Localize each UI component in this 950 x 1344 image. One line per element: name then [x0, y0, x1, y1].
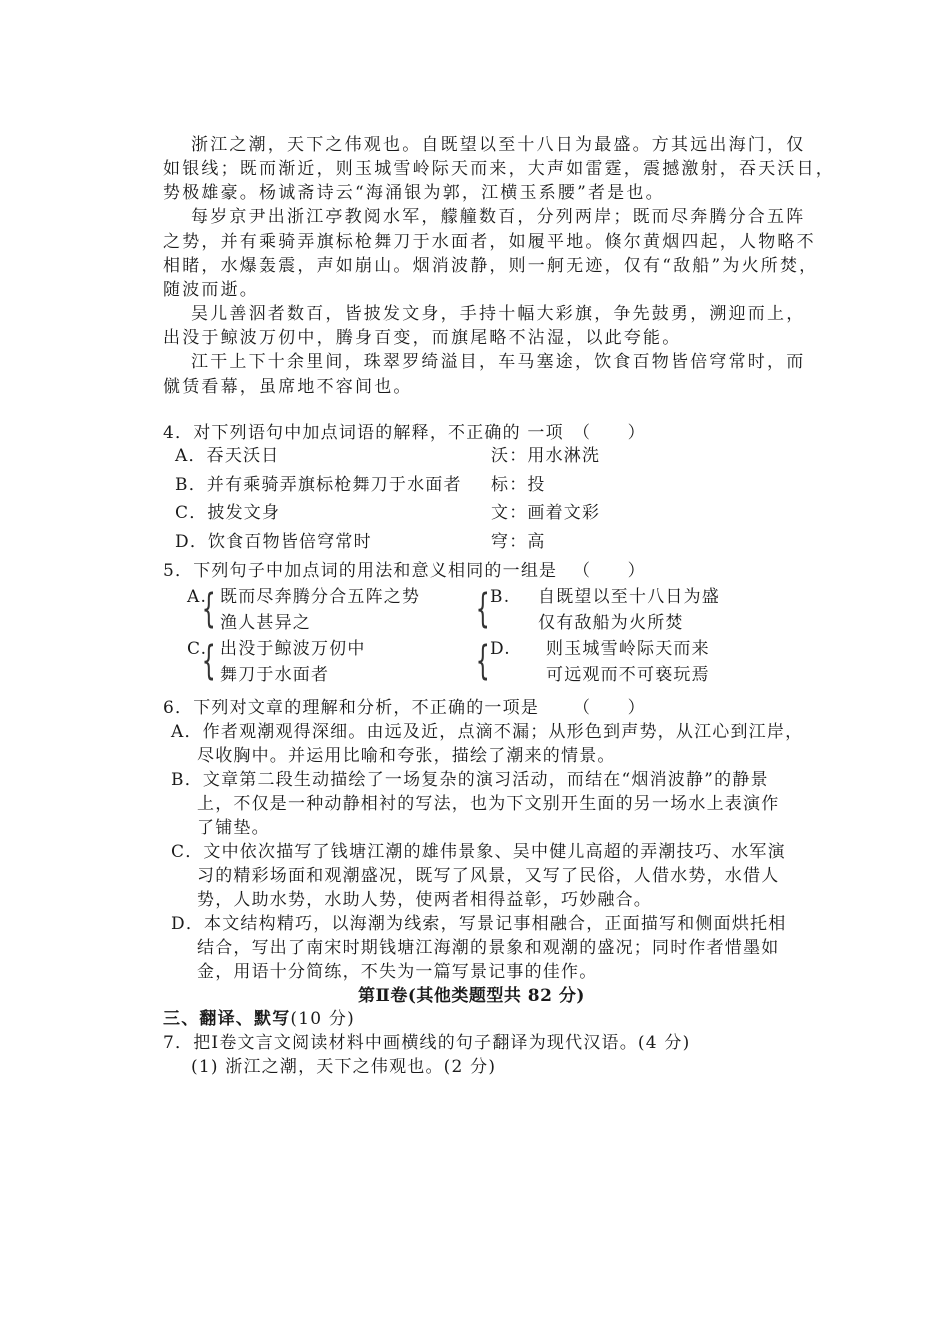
passage-line: 僦赁看幕，虽席地不容间也。: [163, 377, 413, 397]
q5-answer-paren: （ ）: [573, 561, 646, 581]
q4-answer-paren: （ ）: [573, 423, 646, 443]
q4-option-b: B．并有乘骑弄旗标枪舞刀于水面者: [175, 475, 462, 495]
passage-line: 江干上下十余里间，珠翠罗绮溢目，车马塞途，饮食百物皆倍穹常时，而: [191, 352, 806, 372]
q4-option-d-gloss: 穹：高: [491, 532, 546, 552]
passage-line: 势极雄豪。杨诚斋诗云“海涌银为郭，江横玉系腰”者是也。: [163, 183, 665, 203]
q6-option-a-line: 尽收胸中。并运用比喻和夸张，描绘了潮来的情景。: [197, 746, 616, 766]
passage-line: 每岁京尹出浙江亭教阅水军，艨艟数百，分列两岸；既而尽奔腾分合五阵: [191, 207, 806, 227]
section3-score: (10 分): [290, 1009, 355, 1029]
q5-option-b-brace: {: [475, 586, 490, 632]
q5-option-c-label: C.: [187, 639, 208, 659]
q4-option-d: D．饮食百物皆倍穹常时: [175, 532, 372, 552]
q6-option-d-line: 金，用语十分简练，不失为一篇写景记事的佳作。: [197, 962, 598, 982]
q4-option-a-gloss: 沃：用水淋洗: [491, 446, 601, 466]
q4-stem: 4．对下列语句中加点词语的解释，不正确的 一项: [163, 423, 564, 443]
q6-option-c-line: C．文中依次描写了钱塘江潮的雄伟景象、吴中健儿高超的弄潮技巧、水军演: [171, 842, 786, 862]
section3-title: 三、翻译、默写: [163, 1009, 291, 1029]
q5-option-b-label: B.: [490, 587, 511, 607]
q6-option-c-line: 习的精彩场面和观潮盛况，既写了风景，又写了民俗，人借水势，水借人: [197, 866, 780, 886]
q7-sub1: (1) 浙江之潮，天下之伟观也。(2 分): [191, 1057, 497, 1077]
part2-title: 第Ⅱ卷(其他类题型共 82 分): [358, 986, 585, 1006]
q5-option-d-brace: {: [475, 638, 490, 684]
q4-option-c: C．披发文身: [175, 503, 281, 523]
passage-line: 吴儿善泅者数百，皆披发文身，手持十幅大彩旗，争先鼓勇，溯迎而上，: [191, 304, 806, 324]
q6-option-d-line: D．本文结构精巧，以海潮为线索，写景记事相融合，正面描写和侧面烘托相: [171, 914, 787, 934]
q7-stem: 7．把Ⅰ卷文言文阅读材料中画横线的句子翻译为现代汉语。(4 分): [163, 1033, 691, 1053]
q5-option-c-brace: {: [201, 638, 216, 684]
q6-option-b-line: 了铺垫。: [197, 818, 270, 838]
q5-option-d-label: D.: [490, 639, 511, 659]
passage-line: 出没于鲸波万仞中，腾身百变，而旗尾略不沾湿，以此夸能。: [163, 328, 682, 348]
q5-option-c-line1: 出没于鲸波万仞中: [220, 639, 366, 659]
q5-option-d-line1: 则玉城雪岭际天而来: [546, 639, 710, 659]
passage-line: 浙江之潮，天下之伟观也。自既望以至十八日为最盛。方其远出海门，仅: [191, 135, 806, 155]
q6-option-b-line: B．文章第二段生动描绘了一场复杂的演习活动，而结在“烟消波静”的静景: [171, 770, 769, 790]
q5-option-b-line2: 仅有敌船为火所焚: [538, 613, 684, 633]
q4-option-b-gloss: 标：投: [491, 475, 546, 495]
q5-option-a-brace: {: [201, 586, 216, 632]
q5-option-b-line1: 自既望以至十八日为盛: [538, 587, 720, 607]
q5-option-c-line2: 舞刀于水面者: [220, 665, 330, 685]
q5-option-a-line1: 既而尽奔腾分合五阵之势: [220, 587, 421, 607]
q6-stem: 6．下列对文章的理解和分析，不正确的一项是: [163, 698, 540, 718]
q4-option-a: A．吞天沃日: [175, 446, 280, 466]
q6-answer-paren: （ ）: [573, 698, 646, 718]
q5-option-a-line2: 渔人甚异之: [220, 613, 311, 633]
q5-stem: 5．下列句子中加点词的用法和意义相同的一组是: [163, 561, 558, 581]
q5-option-d-line2: 可远观而不可亵玩焉: [546, 665, 710, 685]
q6-option-b-line: 上，不仅是一种动静相衬的写法，也为下文别开生面的另一场水上表演作: [197, 794, 780, 814]
q5-option-a-label: A.: [187, 587, 208, 607]
q6-option-a-line: A．作者观潮观得深细。由远及近，点滴不漏；从形色到声势，从江心到江岸，: [171, 722, 804, 742]
passage-line: 如银线；既而渐近，则玉城雪岭际天而来，大声如雷霆，震撼激射，吞天沃日，: [163, 159, 835, 179]
passage-line: 相睹，水爆轰震，声如崩山。烟消波静，则一舸无迹，仅有“敌船”为火所焚，: [163, 256, 819, 276]
section3-heading: [163, 1008, 355, 1030]
q4-option-c-gloss: 文：画着文彩: [491, 503, 601, 523]
passage-line: 随波而逝。: [163, 280, 259, 300]
q6-option-d-line: 结合，写出了南宋时期钱塘江海潮的景象和观潮的盛况；同时作者惜墨如: [197, 938, 780, 958]
passage-line: 之势，并有乘骑弄旗标枪舞刀于水面者，如履平地。倏尔黄烟四起，人物略不: [163, 232, 816, 252]
q6-option-c-line: 势，人助水势，水助人势，使两者相得益彰，巧妙融合。: [197, 890, 652, 910]
